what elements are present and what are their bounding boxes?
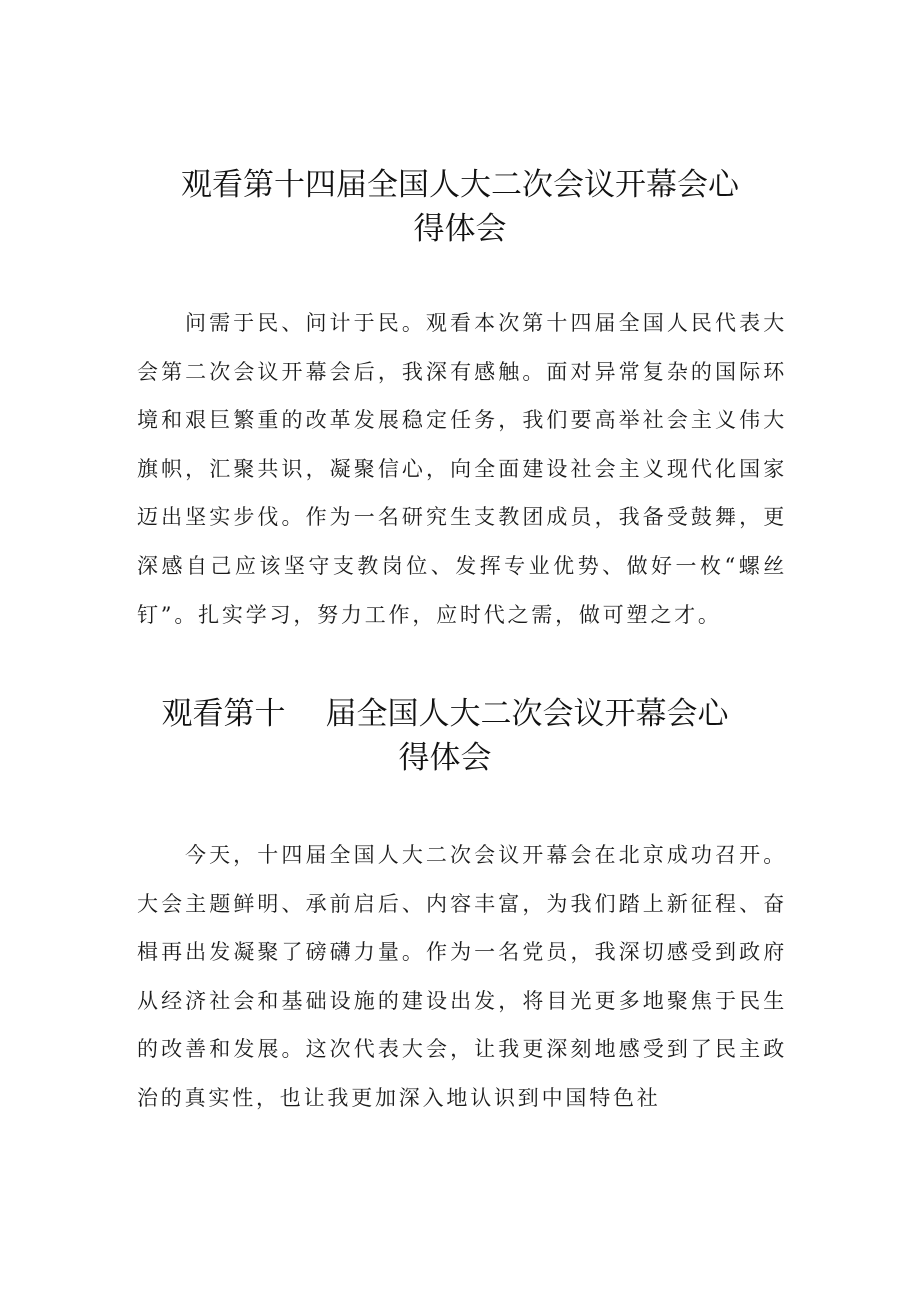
section-1-body: 问需于民、问计于民。观看本次第十四届全国人民代表大会第二次会议开幕会后，我深有感触。面对异常复杂的国际环境和艰巨繁重的改革发展稳定任务，我们要高举社会主义伟大旗帜，汇聚共识，凝聚信心，向全面建设社会主义现代化国家迈出坚实步伐。作为一名研究生支教团成员，我备受鼓舞，更深感自己应该坚守支教岗位、发挥专业优势、做好一枚“螺丝钉”。扎实学习，努力工作，应时代之需，做可塑之才。 bbox=[137, 311, 787, 627]
section-2-title-line-1 bbox=[125, 692, 765, 736]
section-1-title-line-1: 观看第十四届全国人大二次会议开幕会心 bbox=[181, 167, 739, 203]
section-1-title bbox=[140, 163, 780, 251]
section-2-title bbox=[125, 692, 765, 780]
section-2-title-line-1-part-b: 届全国人大二次会议开幕会心 bbox=[325, 696, 729, 732]
section-1-title-line-2: 得体会 bbox=[413, 211, 507, 247]
section-2-body: 今天，十四届全国人大二次会议开幕会在北京成功召开。大会主题鲜明、承前启后、内容丰富，为我们踏上新征程、奋楫再出发凝聚了磅礴力量。作为一名党员，我深切感受到政府从经济社会和基础设施的建设出发，将目光更多地聚焦于民生的改善和发展。这次代表大会，让我更深刻地感受到了民主政治的真实性，也让我更加深入地认识到中国特色社 bbox=[137, 843, 787, 1110]
section-2-title-line-1-part-a: 观看第十 bbox=[161, 696, 286, 732]
section-2-title-line-2: 得体会 bbox=[398, 740, 492, 776]
